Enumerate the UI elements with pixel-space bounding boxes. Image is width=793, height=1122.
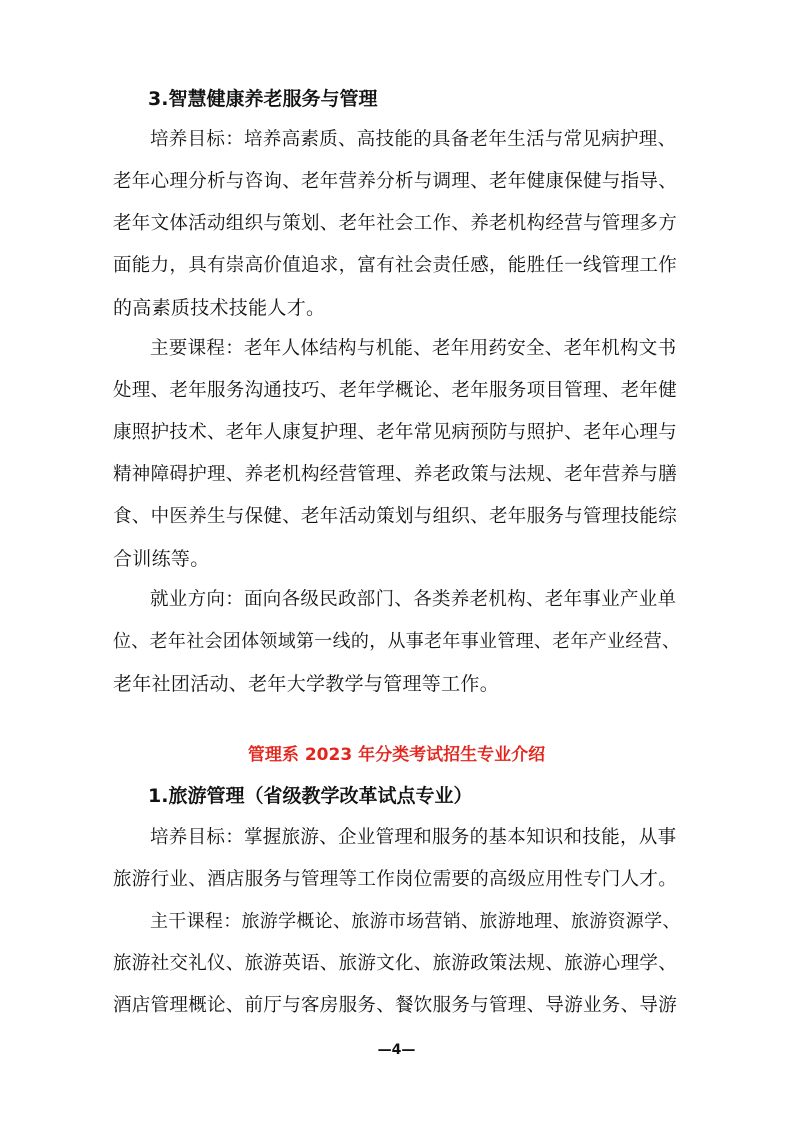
goal-line: 老年心理分析与咨询、老年营养分析与调理、老年健康保健与指导、 [113,171,678,192]
career-line: 位、老年社会团体领域第一线的，从事老年事业管理、老年产业经营、 [113,631,681,652]
goal-line: 培养目标：培养高素质、高技能的具备老年生活与常见病护理、 [150,129,677,150]
goal-line: 老年文体活动组织与策划、老年社会工作、养老机构经营与管理多方 [113,213,678,234]
department-section-title: 管理系 2023 年分类考试招生专业介绍 [247,745,546,765]
goal-line: 面能力，具有崇高价值追求，富有社会责任感，能胜任一线管理工作 [113,255,678,276]
course-line: 精神障碍护理、养老机构经营管理、养老政策与法规、老年营养与膳 [113,464,678,485]
goal-line: 的高素质技术技能人才。 [113,297,326,319]
course-line: 旅游社交礼仪、旅游英语、旅游文化、旅游政策法规、旅游心理学、 [113,953,678,974]
course-line: 主干课程：旅游学概论、旅游市场营销、旅游地理、旅游资源学、 [150,911,681,932]
career-line: 老年社团活动、老年大学教学与管理等工作。 [113,673,500,695]
course-line: 合训练等。 [113,548,210,570]
career-line: 就业方向：面向各级民政部门、各类养老机构、老年事业产业单 [150,589,677,610]
page-number: —4— [377,1042,416,1058]
course-line: 处理、老年服务沟通技巧、老年学概论、老年服务项目管理、老年健 [113,380,678,401]
goal-line: 培养目标：掌握旅游、企业管理和服务的基本知识和技能，从事 [150,827,677,848]
course-line: 食、中医养生与保健、老年活动策划与组织、老年服务与管理技能综 [113,506,678,527]
course-line: 主要课程：老年人体结构与机能、老年用药安全、老年机构文书 [150,338,677,359]
section-heading-tourism-management: 1.旅游管理（省级教学改革试点专业） [148,785,473,807]
section-heading-smart-elderly-care: 3.智慧健康养老服务与管理 [148,88,378,110]
goal-line: 旅游行业、酒店服务与管理等工作岗位需要的高级应用性专门人才。 [113,869,678,890]
course-line: 酒店管理概论、前厅与客房服务、餐饮服务与管理、导游业务、导游 [113,995,678,1016]
course-line: 康照护技术、老年人康复护理、老年常见病预防与照护、老年心理与 [113,422,678,443]
